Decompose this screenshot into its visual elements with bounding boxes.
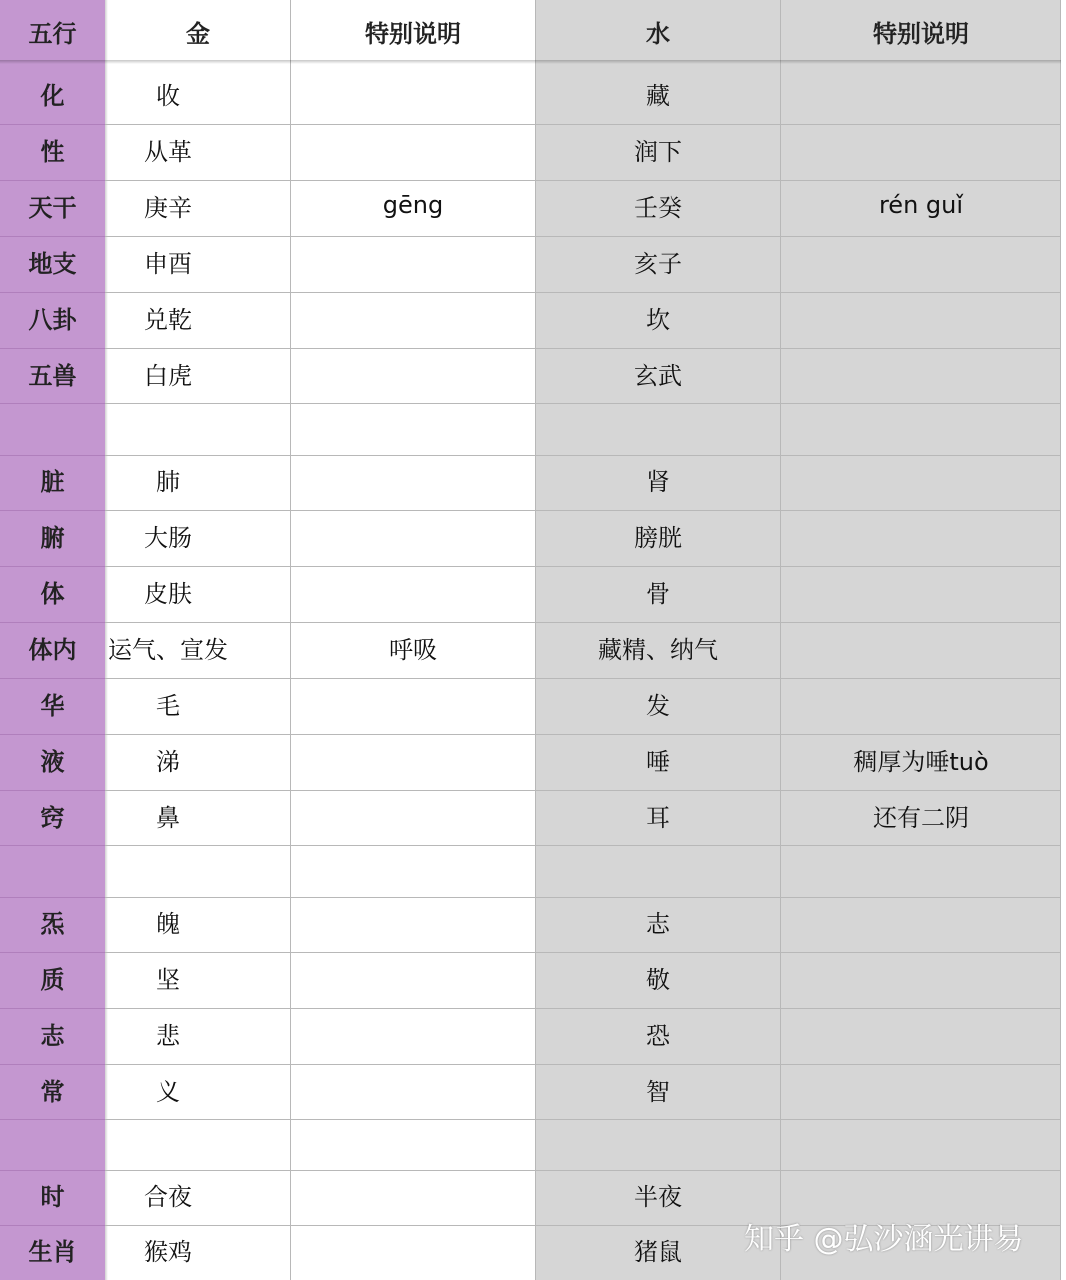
row-label[interactable]: 八卦: [28, 305, 77, 334]
row-label[interactable]: 化: [40, 81, 65, 110]
shui-note-cell[interactable]: [781, 843, 1061, 894]
header-shui[interactable]: 水: [646, 19, 670, 48]
shui-cell[interactable]: 志: [646, 910, 670, 938]
shui-note-cell[interactable]: [781, 401, 1061, 452]
shui-note-cell[interactable]: [781, 949, 1061, 1005]
row-label[interactable]: 志: [40, 1021, 65, 1050]
row-label[interactable]: [0, 843, 105, 894]
jin-cell[interactable]: 涕: [156, 747, 180, 776]
row-label[interactable]: 生肖: [28, 1237, 77, 1266]
row-label[interactable]: 天干: [28, 193, 77, 222]
row-label[interactable]: 时: [40, 1183, 65, 1211]
shui-note-cell[interactable]: [781, 452, 1061, 507]
shui-cell[interactable]: 敬: [646, 965, 670, 994]
row-label[interactable]: 脏: [40, 468, 65, 496]
shui-cell[interactable]: 玄武: [634, 361, 682, 390]
jin-cell[interactable]: 义: [156, 1077, 180, 1106]
shui-note-cell[interactable]: 还有二阴: [873, 803, 969, 832]
jin-note-cell[interactable]: [291, 65, 535, 121]
shui-note-cell[interactable]: [781, 1061, 1061, 1117]
row-label[interactable]: 质: [40, 965, 65, 994]
row-label[interactable]: 腑: [40, 523, 65, 552]
jin-cell[interactable]: 悲: [156, 1021, 180, 1050]
row-label[interactable]: 体内: [28, 635, 77, 664]
shui-note-cell[interactable]: [781, 894, 1061, 949]
shui-note-cell[interactable]: [781, 289, 1061, 345]
jin-cell[interactable]: 猴鸡: [144, 1237, 192, 1266]
jin-note-cell[interactable]: [291, 949, 535, 1005]
row-label[interactable]: 华: [40, 691, 65, 720]
shui-cell[interactable]: 耳: [646, 803, 670, 832]
shui-cell[interactable]: [536, 1117, 780, 1167]
row-label[interactable]: 性: [40, 137, 65, 166]
jin-note-cell[interactable]: [291, 894, 535, 949]
jin-note-cell[interactable]: [291, 1222, 535, 1276]
jin-note-cell[interactable]: [291, 401, 535, 452]
jin-note-cell[interactable]: [291, 787, 535, 843]
row-label[interactable]: 体: [40, 579, 65, 608]
jin-cell[interactable]: 运气、宣发: [108, 635, 228, 664]
jin-note-cell[interactable]: [291, 843, 535, 894]
jin-note-cell[interactable]: [291, 563, 535, 619]
shui-cell[interactable]: 藏精、纳气: [598, 635, 718, 664]
row-label[interactable]: 炁: [40, 910, 65, 938]
jin-cell[interactable]: 皮肤: [144, 579, 192, 608]
header-jin[interactable]: 金: [186, 19, 210, 48]
header-shui-note[interactable]: 特别说明: [873, 19, 969, 48]
header-jin-note[interactable]: 特别说明: [365, 19, 461, 48]
jin-cell[interactable]: [106, 843, 230, 894]
jin-cell[interactable]: [106, 401, 230, 452]
jin-note-cell[interactable]: [291, 345, 535, 401]
jin-note-cell[interactable]: [291, 675, 535, 731]
row-label[interactable]: 窍: [40, 803, 65, 832]
jin-cell[interactable]: 肺: [156, 468, 180, 496]
jin-note-cell[interactable]: [291, 1117, 535, 1167]
shui-cell[interactable]: 骨: [646, 579, 670, 608]
jin-cell[interactable]: 申酉: [144, 249, 192, 278]
watermark: 知乎 @弘沙涵光讲易: [744, 1222, 1024, 1257]
shui-cell[interactable]: [536, 401, 780, 452]
shui-note-cell[interactable]: [781, 233, 1061, 289]
header-wuxing[interactable]: 五行: [28, 19, 77, 48]
jin-cell[interactable]: 合夜: [144, 1183, 192, 1211]
row-label[interactable]: 液: [40, 747, 65, 776]
jin-cell[interactable]: 从革: [144, 137, 192, 166]
shui-note-cell[interactable]: [781, 121, 1061, 177]
shui-note-cell[interactable]: [781, 1005, 1061, 1061]
jin-note-cell[interactable]: [291, 1061, 535, 1117]
shui-cell[interactable]: 发: [646, 691, 670, 720]
shui-note-cell[interactable]: [781, 675, 1061, 731]
shui-note-cell[interactable]: [781, 619, 1061, 675]
shui-cell[interactable]: 膀胱: [634, 523, 682, 552]
jin-cell[interactable]: 收: [156, 81, 180, 110]
row-label[interactable]: 五兽: [28, 361, 77, 390]
shui-cell[interactable]: 坎: [646, 305, 670, 334]
right-margin: [1061, 0, 1066, 1280]
jin-note-cell[interactable]: [291, 507, 535, 563]
jin-cell[interactable]: [106, 1117, 230, 1167]
jin-cell[interactable]: 毛: [156, 691, 180, 720]
shui-note-cell[interactable]: [781, 563, 1061, 619]
jin-note-cell[interactable]: [291, 233, 535, 289]
shui-note-cell[interactable]: rén guǐ: [878, 191, 964, 219]
shui-cell[interactable]: 智: [646, 1077, 670, 1106]
jin-cell[interactable]: 白虎: [144, 361, 192, 390]
row-label[interactable]: [0, 401, 105, 452]
shui-cell[interactable]: 藏: [646, 81, 670, 110]
jin-note-cell[interactable]: [291, 731, 535, 787]
jin-note-cell[interactable]: [291, 121, 535, 177]
shui-cell[interactable]: 恐: [646, 1021, 670, 1050]
row-label[interactable]: 常: [40, 1077, 65, 1106]
jin-note-cell[interactable]: [291, 452, 535, 507]
jin-cell[interactable]: 坚: [156, 965, 180, 994]
jin-note-cell[interactable]: [291, 1005, 535, 1061]
shui-note-cell[interactable]: [781, 507, 1061, 563]
shui-note-cell[interactable]: [781, 1117, 1061, 1167]
jin-cell[interactable]: 大肠: [144, 523, 192, 552]
shui-cell[interactable]: 润下: [634, 137, 682, 166]
shui-cell[interactable]: 半夜: [634, 1183, 682, 1211]
jin-note-cell[interactable]: 呼吸: [389, 635, 437, 664]
row-label[interactable]: [0, 1117, 105, 1167]
shui-note-cell[interactable]: 稠厚为唾tuò: [853, 747, 989, 776]
shui-cell[interactable]: 壬癸: [634, 193, 682, 222]
jin-cell[interactable]: 庚辛: [144, 193, 192, 222]
shui-cell[interactable]: 亥子: [634, 249, 682, 278]
shui-note-cell[interactable]: [781, 345, 1061, 401]
jin-cell[interactable]: 鼻: [156, 803, 180, 832]
jin-cell[interactable]: 兑乾: [144, 305, 192, 334]
shui-cell[interactable]: [536, 843, 780, 894]
row-label[interactable]: 地支: [28, 249, 77, 278]
jin-note-cell[interactable]: gēng: [382, 191, 444, 219]
shui-cell[interactable]: 唾: [646, 747, 670, 776]
jin-note-cell[interactable]: [291, 1167, 535, 1222]
shui-cell[interactable]: 猪鼠: [634, 1237, 682, 1266]
jin-note-cell[interactable]: [291, 289, 535, 345]
jin-cell[interactable]: 魄: [156, 910, 180, 938]
shui-note-cell[interactable]: [781, 65, 1061, 121]
shui-cell[interactable]: 肾: [646, 468, 670, 496]
